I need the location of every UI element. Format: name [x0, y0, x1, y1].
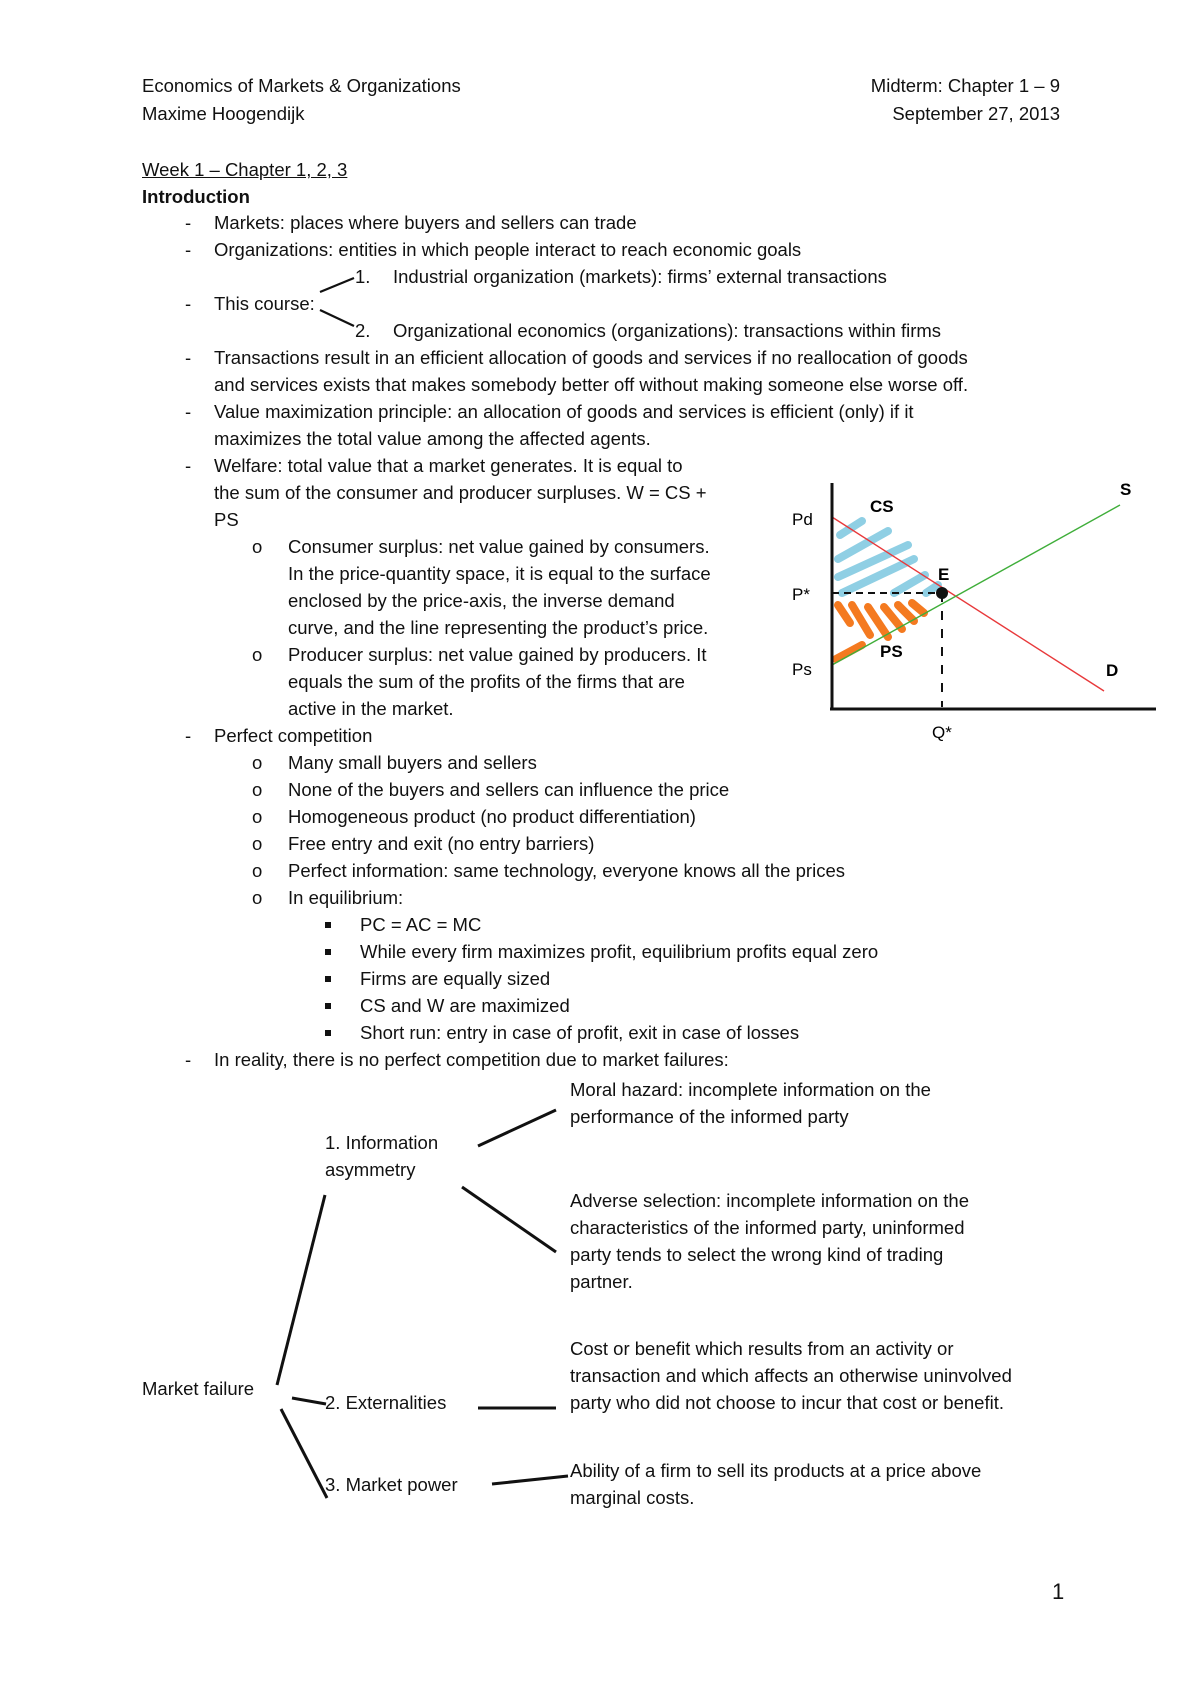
- bullet-transactions-line2: and services exists that makes somebody better off without making someone else worse off.: [214, 374, 969, 395]
- circle-bullet: o: [252, 860, 263, 881]
- equilibrium-item: While every firm maximizes profit, equilibrium profits equal zero: [360, 941, 879, 962]
- externalities-line3: party who did not choose to incur that cost or benefit.: [570, 1392, 1004, 1413]
- bullet-value-line2: maximizes the total value among the affected agents.: [214, 428, 651, 449]
- equilibrium-point: [936, 587, 948, 599]
- tree-market-power: 3. Market power: [325, 1474, 458, 1495]
- consumer-surplus-line2: In the price-quantity space, it is equal to the surface: [288, 563, 711, 584]
- circle-bullet: o: [252, 887, 263, 908]
- tree-information-line1: 1. Information: [325, 1132, 439, 1153]
- course-branch-lines: [318, 270, 358, 330]
- section-heading: Introduction: [142, 186, 250, 207]
- cs-area-label: CS: [870, 497, 894, 516]
- bullet-welfare-line1: Welfare: total value that a market generates. It is equal to: [214, 455, 683, 476]
- pc-item: Homogeneous product (no product differentiation): [288, 806, 696, 827]
- square-bullet: [325, 949, 331, 955]
- dash-bullet: -: [185, 347, 192, 368]
- market-power-line2: marginal costs.: [570, 1487, 695, 1508]
- bullet-organizations: Organizations: entities in which people interact to reach economic goals: [214, 239, 802, 260]
- pstar-label: P*: [792, 585, 810, 604]
- dash-bullet: -: [185, 1049, 192, 1070]
- tree-root-market-failure: Market failure: [142, 1378, 255, 1399]
- course-item-2: Organizational economics (organizations): transactions within firms: [393, 320, 942, 341]
- equilibrium-label: E: [938, 565, 950, 584]
- adverse-selection-line4: partner.: [570, 1271, 633, 1292]
- demand-label: D: [1106, 661, 1119, 680]
- circle-bullet: o: [252, 833, 263, 854]
- tree-externalities: 2. Externalities: [325, 1392, 447, 1413]
- consumer-surplus-hatching: [838, 521, 938, 593]
- pd-label: Pd: [792, 510, 813, 529]
- exam-title: Midterm: Chapter 1 – 9: [870, 75, 1060, 96]
- bullet-welfare-line2: the sum of the consumer and producer surpluses. W = CS +: [214, 482, 707, 503]
- bullet-this-course: This course:: [214, 293, 315, 314]
- equilibrium-item: PC = AC = MC: [360, 914, 482, 935]
- pc-item: Many small buyers and sellers: [288, 752, 537, 773]
- week-heading: Week 1 – Chapter 1, 2, 3: [142, 159, 348, 180]
- equilibrium-item: Short run: entry in case of profit, exit in case of losses: [360, 1022, 800, 1043]
- ps-area-label: PS: [880, 642, 903, 661]
- square-bullet: [325, 922, 331, 928]
- qstar-label: Q*: [932, 723, 952, 742]
- course-title: Economics of Markets & Organizations: [142, 75, 461, 96]
- dash-bullet: -: [185, 725, 192, 746]
- bullet-value-line1: Value maximization principle: an allocation of goods and services is efficient (only) if it: [214, 401, 914, 422]
- adverse-selection-line1: Adverse selection: incomplete information on the: [570, 1190, 969, 1211]
- consumer-surplus-line3: enclosed by the price-axis, the inverse demand: [288, 590, 675, 611]
- externalities-line2: transaction and which affects an otherwise uninvolved: [570, 1365, 1012, 1386]
- circle-bullet: o: [252, 806, 263, 827]
- producer-surplus-line1: Producer surplus: net value gained by producers. It: [288, 644, 707, 665]
- demand-curve: [832, 517, 1104, 691]
- course-item-number-2: 2.: [355, 320, 371, 341]
- dash-bullet: -: [185, 293, 192, 314]
- bullet-transactions-line1: Transactions result in an efficient allocation of goods and services if no reallocation of goods: [214, 347, 968, 368]
- producer-surplus-line2: equals the sum of the profits of the firms that are: [288, 671, 685, 692]
- market-power-line1: Ability of a firm to sell its products at a price above: [570, 1460, 982, 1481]
- author-name: Maxime Hoogendijk: [142, 103, 305, 124]
- bullet-markets: Markets: places where buyers and sellers can trade: [214, 212, 637, 233]
- consumer-surplus-line4: curve, and the line representing the product’s price.: [288, 617, 709, 638]
- pc-item: None of the buyers and sellers can influence the price: [288, 779, 730, 800]
- square-bullet: [325, 976, 331, 982]
- square-bullet: [325, 1003, 331, 1009]
- welfare-graph: [790, 475, 1160, 755]
- circle-bullet: o: [252, 644, 263, 665]
- equilibrium-item: Firms are equally sized: [360, 968, 551, 989]
- consumer-surplus-line1: Consumer surplus: net value gained by consumers.: [288, 536, 710, 557]
- dash-bullet: -: [185, 455, 192, 476]
- externalities-line1: Cost or benefit which results from an activity or: [570, 1338, 954, 1359]
- adverse-selection-line2: characteristics of the informed party, uninformed: [570, 1217, 965, 1238]
- producer-surplus-line3: active in the market.: [288, 698, 454, 719]
- dash-bullet: -: [185, 212, 192, 233]
- pc-item: In equilibrium:: [288, 887, 404, 908]
- supply-label: S: [1120, 480, 1132, 499]
- circle-bullet: o: [252, 536, 263, 557]
- course-item-number-1: 1.: [355, 266, 371, 287]
- dash-bullet: -: [185, 239, 192, 260]
- circle-bullet: o: [252, 779, 263, 800]
- pc-item: Perfect information: same technology, everyone knows all the prices: [288, 860, 845, 881]
- moral-hazard-line2: performance of the informed party: [570, 1106, 849, 1127]
- bullet-perfect-competition: Perfect competition: [214, 725, 373, 746]
- page-number: 1: [1052, 1579, 1065, 1604]
- circle-bullet: o: [252, 752, 263, 773]
- moral-hazard-line1: Moral hazard: incomplete information on the: [570, 1079, 931, 1100]
- bullet-welfare-line3: PS: [214, 509, 239, 530]
- ps-label: Ps: [792, 660, 812, 679]
- square-bullet: [325, 1030, 331, 1036]
- course-item-1: Industrial organization (markets): firms’ external transactions: [393, 266, 887, 287]
- dash-bullet: -: [185, 401, 192, 422]
- tree-information-line2: asymmetry: [325, 1159, 416, 1180]
- bullet-reality: In reality, there is no perfect competition due to market failures:: [214, 1049, 729, 1070]
- exam-date: September 27, 2013: [892, 103, 1060, 124]
- supply-curve: [832, 505, 1120, 665]
- equilibrium-item: CS and W are maximized: [360, 995, 570, 1016]
- adverse-selection-line3: party tends to select the wrong kind of trading: [570, 1244, 944, 1265]
- pc-item: Free entry and exit (no entry barriers): [288, 833, 595, 854]
